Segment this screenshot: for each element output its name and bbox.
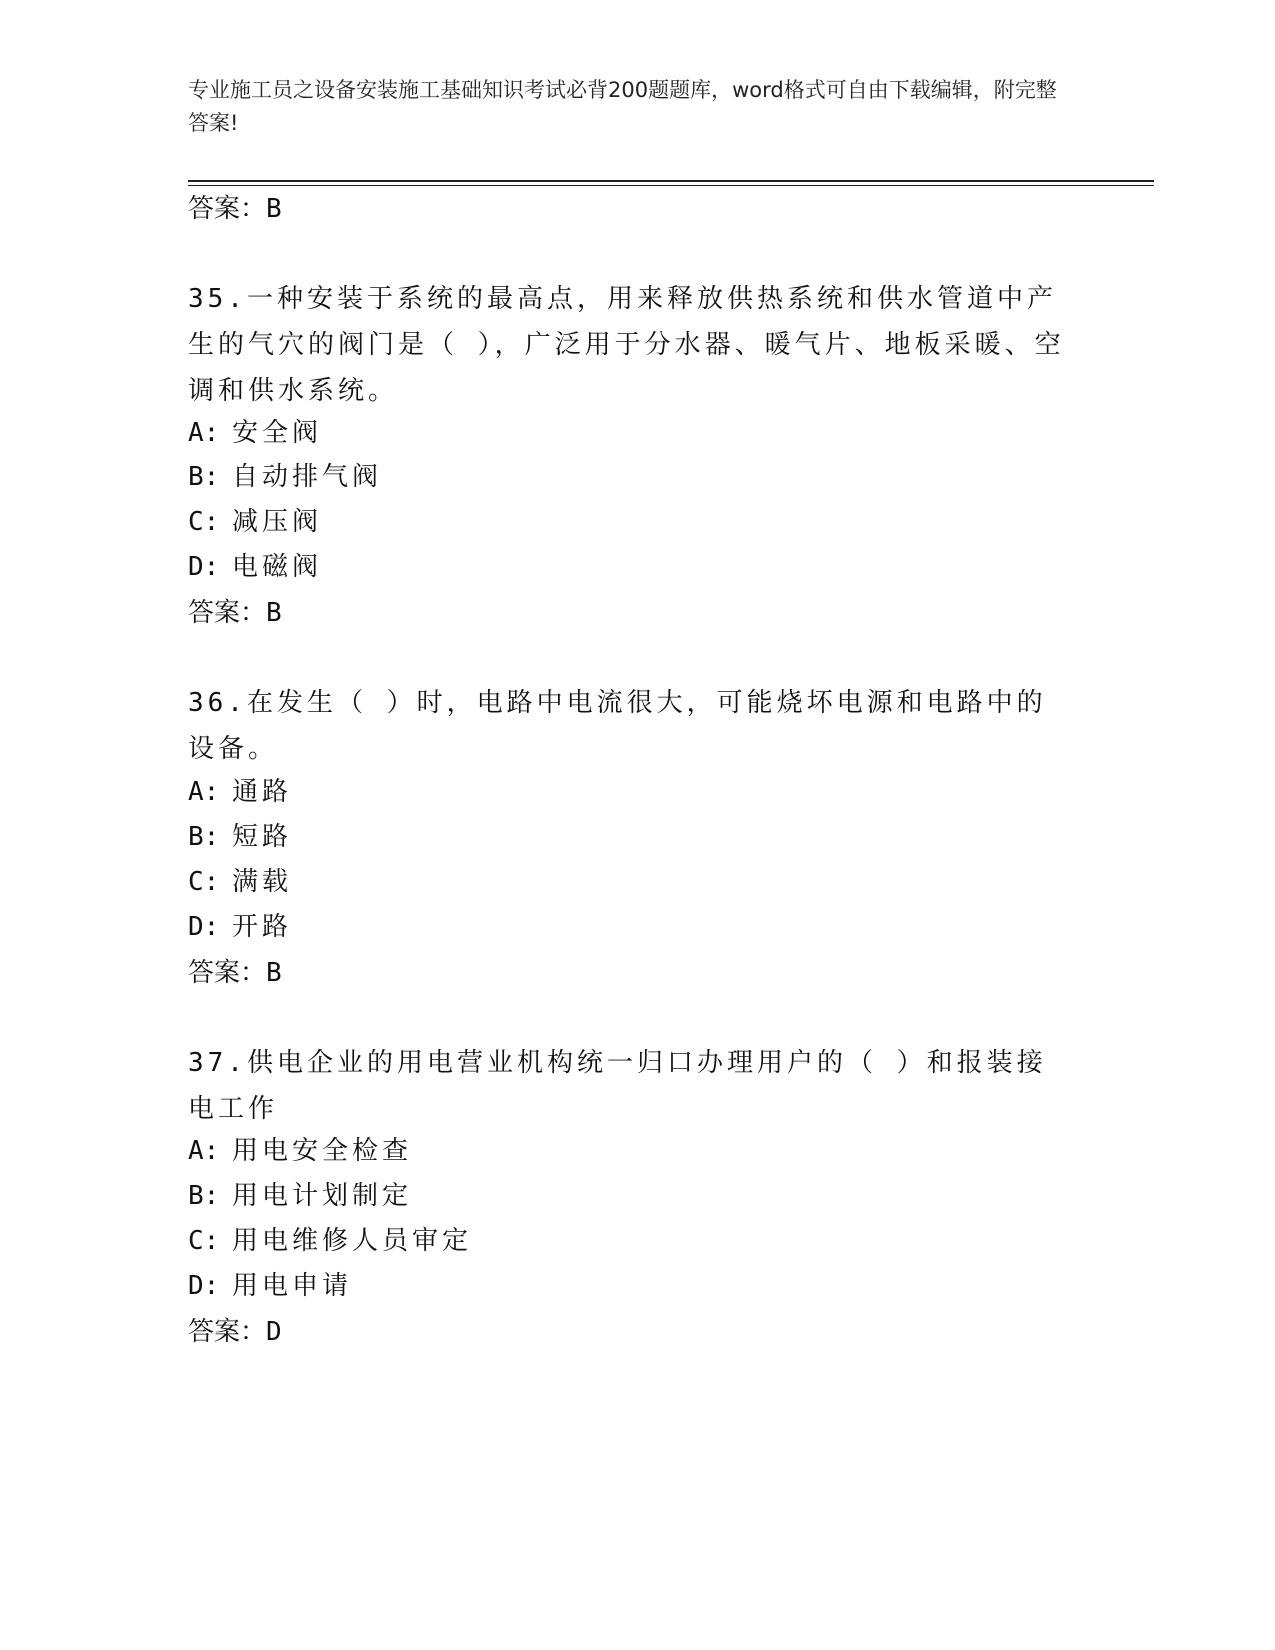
question-37-text: 37.供电企业的用电营业机构统一归口办理用户的（ ）和报装接电工作 [188, 1048, 1047, 1124]
option-text: 自动排气阀 [232, 462, 383, 492]
option-letter: B: [188, 822, 220, 852]
option-text: 开路 [232, 912, 293, 942]
question-35-answer [188, 596, 282, 630]
question-36-text: 36.在发生（ ）时，电路中电流很大，可能烧坏电源和电路中的设备。 [188, 688, 1047, 764]
answer-value: D [266, 1317, 282, 1347]
question-35-option-b [188, 460, 382, 494]
option-letter: D: [188, 912, 220, 942]
option-text: 用电申请 [232, 1271, 353, 1301]
question-35-option-c [188, 505, 322, 539]
answer-value: B [266, 194, 282, 224]
answer-line [188, 192, 282, 226]
question-36-option-b [188, 820, 292, 854]
option-letter: C: [188, 867, 220, 897]
question-36-option-c [188, 865, 292, 899]
answer-label: 答案： [188, 1317, 267, 1347]
question-35-text: 35.一种安装于系统的最高点，用来释放供热系统和供水管道中产生的气穴的阀门是（ ），广泛用于分水器、暖气片、地板采暖、空调和供水系统。 [188, 284, 1065, 406]
option-text: 用电计划制定 [232, 1181, 413, 1211]
option-text: 短路 [232, 822, 293, 852]
header-rule-thick [188, 180, 1154, 182]
option-text: 满载 [232, 867, 293, 897]
answer-label: 答案： [188, 598, 267, 628]
option-text: 通路 [232, 777, 293, 807]
document-header: 专业施工员之设备安装施工基础知识考试必背200题题库，word格式可自由下载编辑，附完整答案! [188, 78, 1057, 135]
option-letter: D: [188, 552, 220, 582]
header-rule-thin [188, 185, 1154, 186]
answer-value: B [266, 598, 282, 628]
question-37-option-c [188, 1224, 472, 1258]
option-letter: A: [188, 777, 220, 807]
option-letter: D: [188, 1271, 220, 1301]
option-letter: B: [188, 462, 220, 492]
option-letter: A: [188, 418, 220, 448]
option-text: 用电维修人员审定 [232, 1226, 473, 1256]
option-text: 用电安全检查 [232, 1136, 413, 1166]
answer-label: 答案： [188, 194, 267, 224]
option-letter: C: [188, 507, 220, 537]
answer-label: 答案： [188, 958, 267, 988]
question-37-answer [188, 1315, 282, 1349]
question-37-option-a [188, 1134, 412, 1168]
answer-value: B [266, 958, 282, 988]
question-37-option-d [188, 1269, 352, 1303]
question-37-option-b [188, 1179, 412, 1213]
question-36-option-d [188, 910, 292, 944]
question-36-option-a [188, 775, 292, 809]
question-35-option-a [188, 416, 322, 450]
option-letter: A: [188, 1136, 220, 1166]
option-text: 安全阀 [232, 418, 323, 448]
option-text: 电磁阀 [232, 552, 323, 582]
question-35-option-d [188, 550, 322, 584]
option-letter: C: [188, 1226, 220, 1256]
option-text: 减压阀 [232, 507, 323, 537]
option-letter: B: [188, 1181, 220, 1211]
question-36-answer [188, 956, 282, 990]
